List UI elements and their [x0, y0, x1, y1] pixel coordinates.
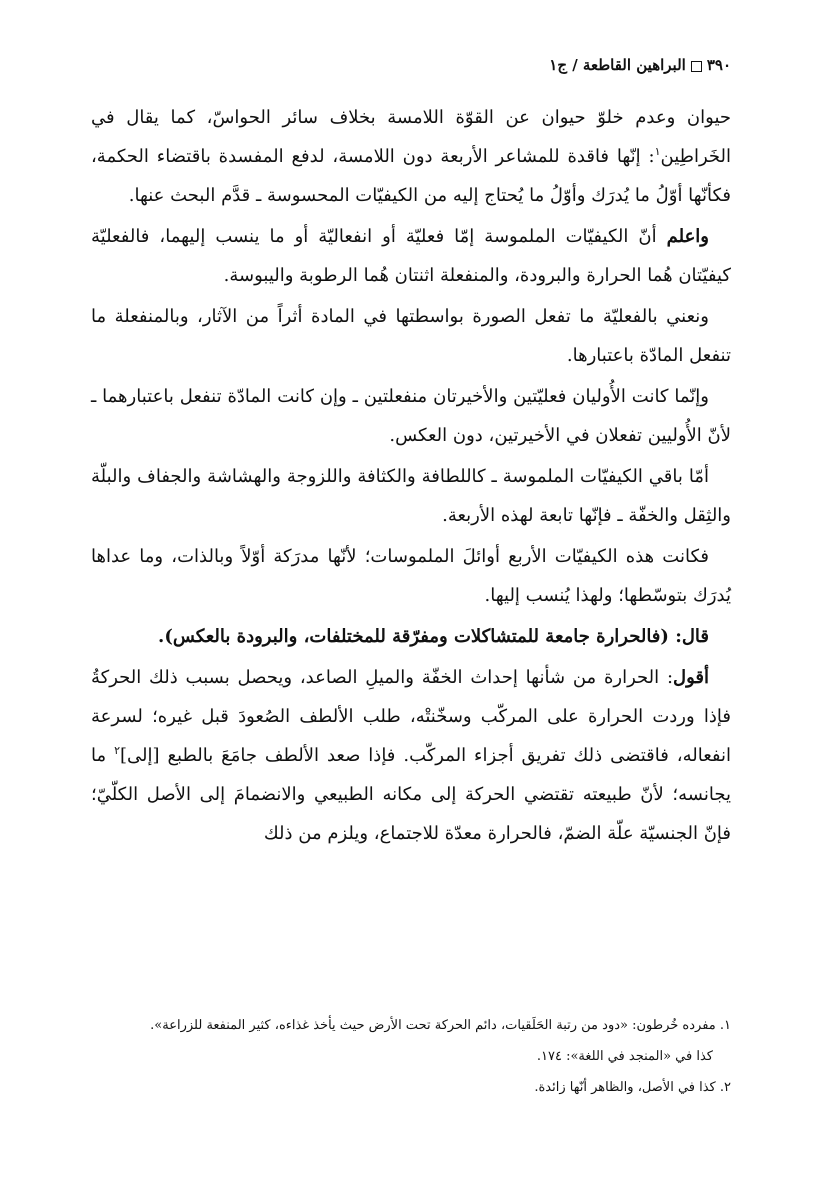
square-ornament-icon: [691, 61, 702, 72]
paragraph: حيوان وعدم خلوّ حيوان عن القوّة اللامسة بخلاف سائر الحواسّ، كما يقال في الخَراطِين$^١$: إنّها فاقدة للمشاعر الأربعة دون اللامسة، لدفع المفسدة باقتضاء الحكمة، فكأنّها أوّلُ ما يُدرَك وأوّلُ ما يُحتاج إليه من الكيفيّات المحسوسة ـ قدَّم البحث عنها.: [91, 107, 731, 206]
footnote: ١. مفرده خُرطون: «دود من رتبة الحَلَقيات، دائم الحركة تحت الأرض حيث يأخذ غذاءه، كثير المنفعة للزراعة».: [150, 1018, 731, 1033]
paragraph-lead: قال:: [668, 626, 709, 647]
footnote-reference: ٢: [114, 744, 120, 757]
paragraph: فكانت هذه الكيفيّات الأربع أوائلَ الملموسات؛ لأنّها مدرَكة أوّلاً وبالذات، وما عداها يُدرَك بتوسّطها؛ ولهذا يُنسب إليها.: [91, 546, 731, 606]
footnote-reference: ١: [654, 145, 661, 158]
footnote-continuation: كذا في «المنجد في اللغة»: ١٧٤.: [536, 1049, 713, 1064]
footnotes: [91, 1010, 731, 1103]
paragraph: واعلم أنّ الكيفيّات الملموسة إمّا فعليّة أو انفعاليّة أو ما ينسب إليهما، فالفعليّة كيفيّتان هُما الحرارة والبرودة، والمنفعلة اثنتان هُما الرطوبة واليبوسة.: [91, 226, 731, 286]
running-header: [549, 56, 731, 74]
paragraph: أقول: الحرارة من شأنها إحداث الخفّة والميلِ الصاعد، ويحصل بسبب ذلك الحركةُ فإذا وردت الحرارة على المركّب وسخّنتْه، طلب الألطف الصُعودَ قبل غيره؛ لسرعة انفعاله، فاقتضى ذلك تفريق أجزاء المركّب. فإذا صعد الألطف جامَعَ بالطبع [إلى]$^٢$ ما يجانسه؛ لأنّ طبيعته تقتضي الحركة إلى مكانه الطبيعي والانضمامَ إلى الأصل الكلّيّ؛ فإنّ الجنسيّة علّة الضمّ، فالحرارة معدّة للاجتماع، ويلزم من ذلك: [91, 667, 731, 844]
running-title: البراهين القاطعة / ج١: [549, 56, 686, 74]
footnote: ٢. كذا في الأصل، والظاهر أنّها زائدة.: [534, 1080, 731, 1095]
paragraph-lead: أقول: [673, 667, 709, 688]
paragraph: وإنّما كانت الأُوليان فعليّتين والأخيرتان منفعلتين ـ وإن كانت المادّة تنفعل باعتبارهما ـ لأنّ الأُوليين تفعلان في الأخيرتين، دون العكس.: [91, 386, 731, 446]
main-text: [91, 98, 731, 855]
paragraph: أمّا باقي الكيفيّات الملموسة ـ كاللطافة والكثافة واللزوجة والهشاشة والجفاف والبلّة والثِقل والخفّة ـ فإنّها تابعة لهذه الأربعة.: [91, 466, 731, 526]
page-number: ٣٩٠: [706, 56, 731, 74]
paragraph: ونعني بالفعليّة ما تفعل الصورة بواسطتها في المادة أثراً من الآثار، وبالمنفعلة ما تنفعل المادّة باعتبارها.: [91, 306, 731, 366]
paragraph-lead: واعلم: [666, 226, 709, 247]
quoted-text-paragraph: قال: (فالحرارة جامعة للمتشاكلات ومفرّقة للمختلفات، والبرودة بالعكس).: [158, 626, 709, 647]
